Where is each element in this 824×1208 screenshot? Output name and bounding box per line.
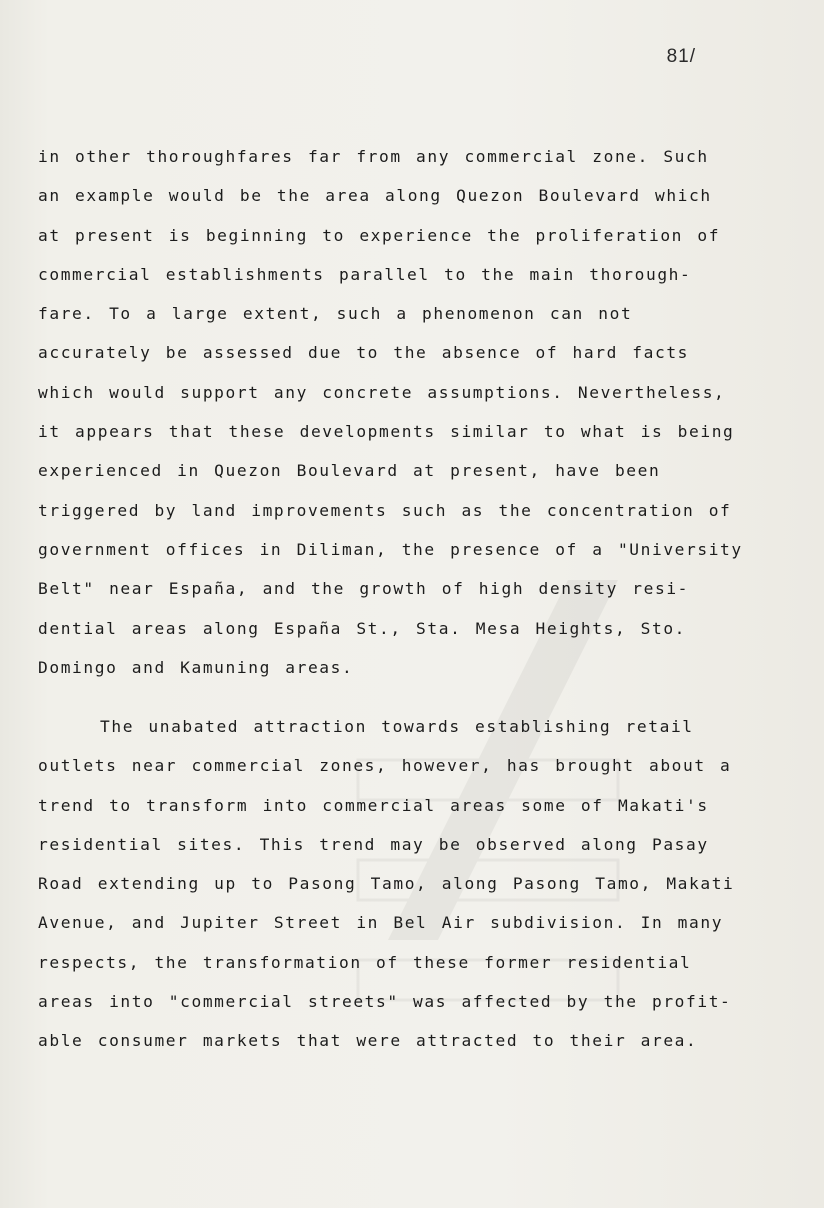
text-line: accurately be assessed due to the absence of hard facts <box>38 343 690 363</box>
text-line: it appears that these developments similar to what is being <box>38 422 735 442</box>
text-line: Road extending up to Pasong Tamo, along Pasong Tamo, Makati <box>38 874 735 894</box>
text-line: Belt" near España, and the growth of high density resi- <box>38 579 690 599</box>
text-line: at present is beginning to experience the proliferation of <box>38 225 721 245</box>
text-line: fare. To a large extent, such a phenomenon can not <box>38 304 633 324</box>
page-number: 81/ <box>666 46 696 67</box>
text-line: residential sites. This trend may be observed along Pasay <box>38 834 709 854</box>
text-line: an example would be the area along Quezon Boulevard which <box>38 186 712 206</box>
text-line: triggered by land improvements such as the concentration of <box>38 500 732 520</box>
paragraph-1 <box>38 137 768 687</box>
text-line: government offices in Diliman, the presence of a "University <box>38 539 743 559</box>
text-line: commercial establishments parallel to the main thorough- <box>38 264 692 284</box>
text-line: experienced in Quezon Boulevard at present, have been <box>38 461 661 481</box>
text-line: trend to transform into commercial areas some of Makati's <box>38 795 709 815</box>
text-line: which would support any concrete assumptions. Nevertheless, <box>38 382 726 402</box>
text-line: Domingo and Kamuning areas. <box>38 657 354 677</box>
text-line: respects, the transformation of these former residential <box>38 952 692 972</box>
text-line: The unabated attraction towards establishing retail <box>100 717 694 736</box>
text-line: able consumer markets that were attracted to their area. <box>38 1031 698 1051</box>
paragraph-2 <box>38 707 768 1061</box>
text-line: Avenue, and Jupiter Street in Bel Air subdivision. In many <box>38 913 724 933</box>
text-line: dential areas along España St., Sta. Mesa Heights, Sto. <box>38 618 687 638</box>
text-line: in other thoroughfares far from any commercial zone. Such <box>38 147 709 166</box>
text-line: outlets near commercial zones, however, has brought about a <box>38 756 732 776</box>
text-line: areas into "commercial streets" was affected by the profit- <box>38 992 732 1012</box>
